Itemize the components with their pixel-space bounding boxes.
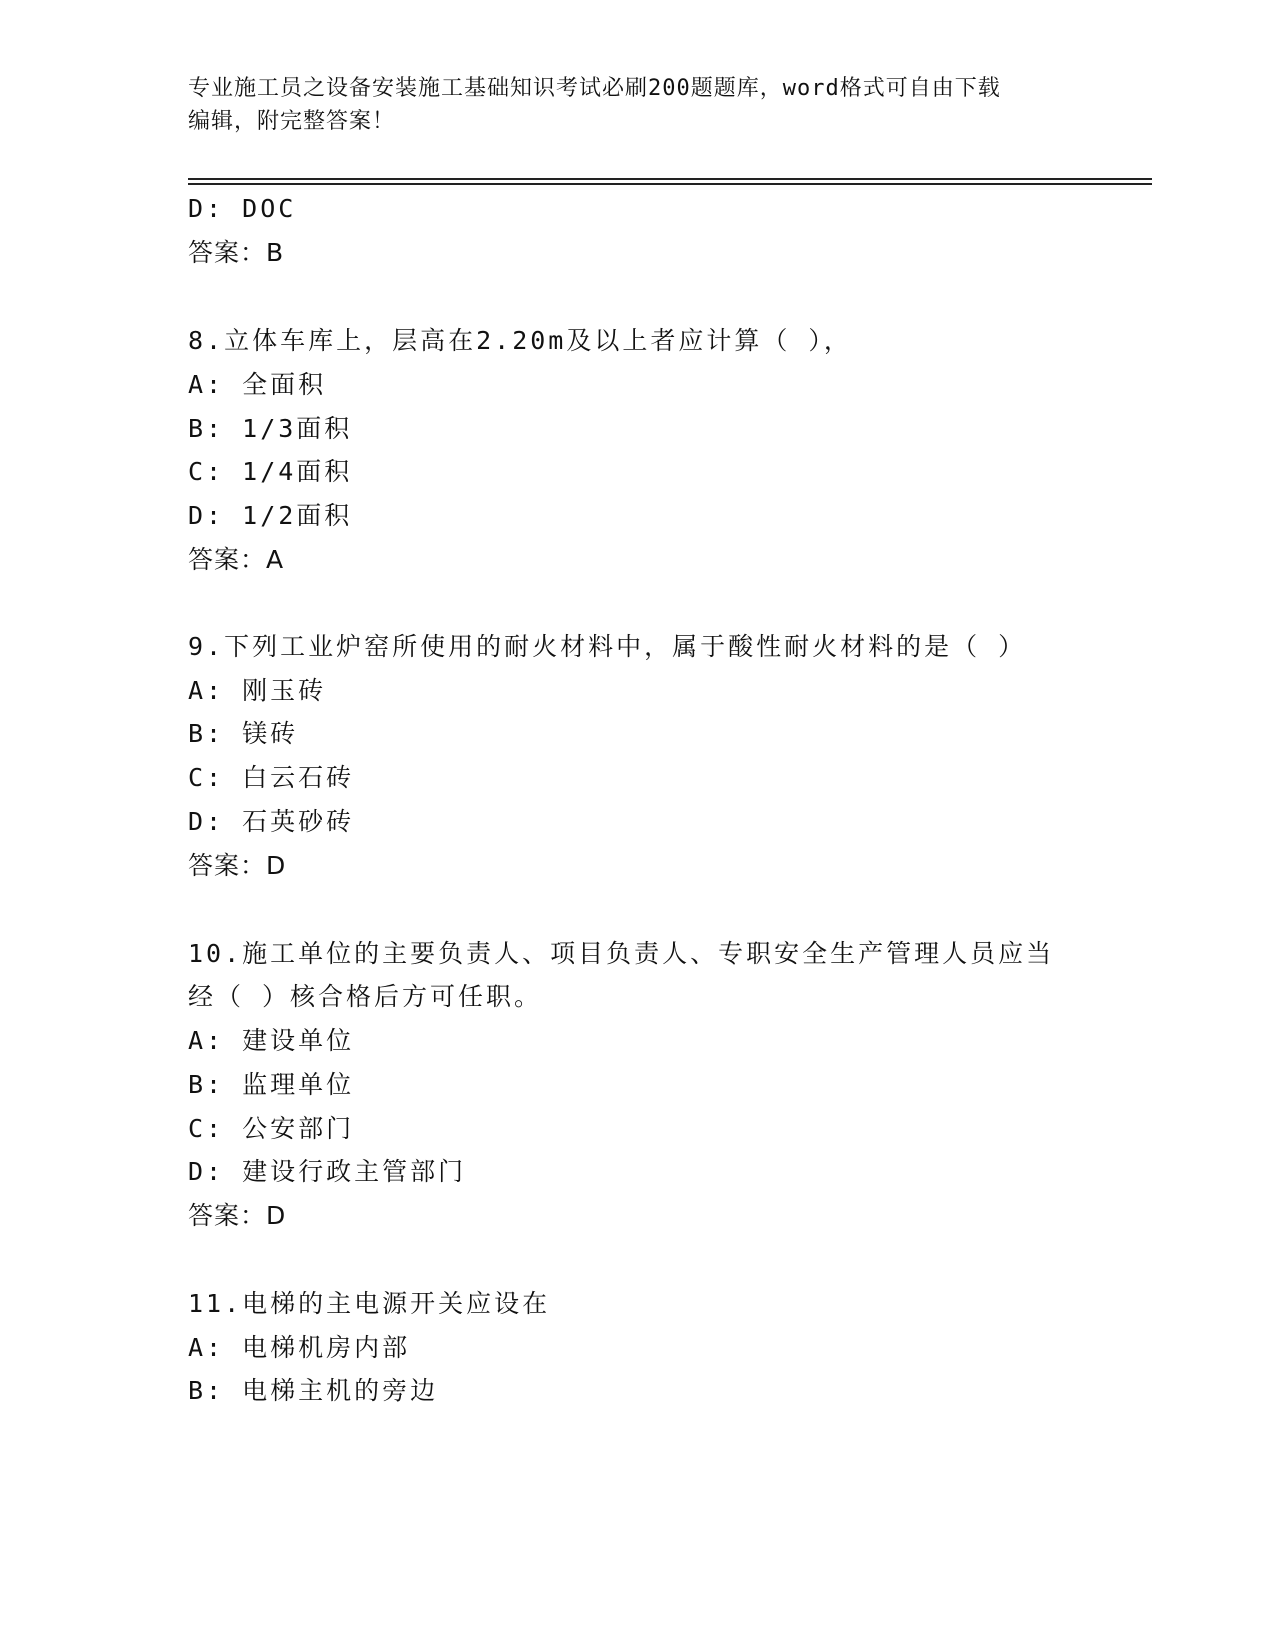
- q8-option-d: D: 1/2面积: [188, 501, 353, 530]
- q8-option-a: A: 全面积: [188, 370, 327, 399]
- q10-option-a: A: 建设单位: [188, 1026, 355, 1055]
- q9-question: 9.下列工业炉窑所使用的耐火材料中，属于酸性耐火材料的是（ ）: [188, 632, 1027, 661]
- document-header: [188, 72, 1068, 138]
- q9-answer: 答案：D: [188, 851, 287, 880]
- header-title-line-2: 编辑，附完整答案！: [188, 109, 396, 134]
- q9-option-d: D: 石英砂砖: [188, 807, 355, 836]
- q10-option-b: B: 监理单位: [188, 1070, 355, 1099]
- q8-question: 8.立体车库上，层高在2.20m及以上者应计算（ ），: [188, 326, 852, 355]
- header-rule-bottom: [188, 183, 1152, 185]
- q10-question-line-2: 经（ ）核合格后方可任职。: [188, 982, 543, 1011]
- q9-option-c: C: 白云石砖: [188, 763, 355, 792]
- q7-option-d: D: DOC: [188, 194, 297, 223]
- q10-option-c: C: 公安部门: [188, 1114, 355, 1143]
- q9-option-a: A: 刚玉砖: [188, 676, 327, 705]
- header-rule-top: [188, 178, 1152, 180]
- q10-option-d: D: 建设行政主管部门: [188, 1157, 467, 1186]
- q9-option-b: B: 镁砖: [188, 719, 299, 748]
- q8-answer: 答案：A: [188, 545, 285, 574]
- q11-option-b: B: 电梯主机的旁边: [188, 1376, 439, 1405]
- q7-answer: 答案：B: [188, 238, 285, 267]
- header-title-line-1: 专业施工员之设备安装施工基础知识考试必刷200题题库，word格式可自由下载: [188, 76, 1001, 101]
- q10-question-line-1: 10.施工单位的主要负责人、项目负责人、专职安全生产管理人员应当: [188, 939, 1055, 968]
- q11-option-a: A: 电梯机房内部: [188, 1333, 411, 1362]
- q8-option-b: B: 1/3面积: [188, 414, 353, 443]
- q10-answer: 答案：D: [188, 1201, 287, 1230]
- q8-option-c: C: 1/4面积: [188, 457, 353, 486]
- q11-question: 11.电梯的主电源开关应设在: [188, 1289, 551, 1318]
